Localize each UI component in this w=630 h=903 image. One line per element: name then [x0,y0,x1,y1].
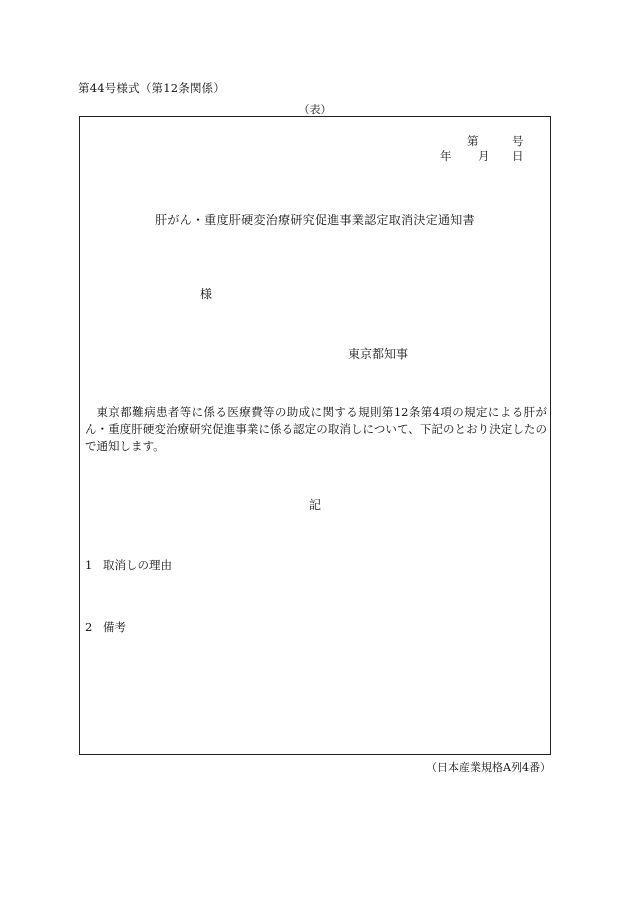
number-prefix: 第 [467,134,479,148]
item-label: 取消しの理由 [103,558,172,572]
item-number: 1 [85,558,93,572]
issuer-name: 東京都知事 [348,347,409,361]
number-suffix: 号 [512,134,524,148]
addressee-honorific: 様 [200,287,213,301]
date-year: 年 [440,149,452,163]
side-label: （表） [298,103,332,116]
list-item-remarks [85,619,126,635]
item-label: 備考 [103,620,126,634]
notification-body: 東京都難病患者等に係る医療費等の助成に関する規則第12条第4項の規定による肝がん・重度肝硬変治療研究促進事業に係る認定の取消しについて、下記のとおり決定したので通知します。 [85,405,547,453]
ki-heading: 記 [308,498,321,512]
list-item-reason [85,557,172,573]
item-number: 2 [85,620,93,634]
form-number-label: 第44号様式（第12条関係） [78,81,226,95]
paper-size-note: （日本産業規格A列4番） [426,761,551,774]
date-month: 月 [478,149,490,163]
document-title: 肝がん・重度肝硬変治療研究促進事業認定取消決定通知書 [155,213,475,227]
date-day: 日 [512,149,524,163]
